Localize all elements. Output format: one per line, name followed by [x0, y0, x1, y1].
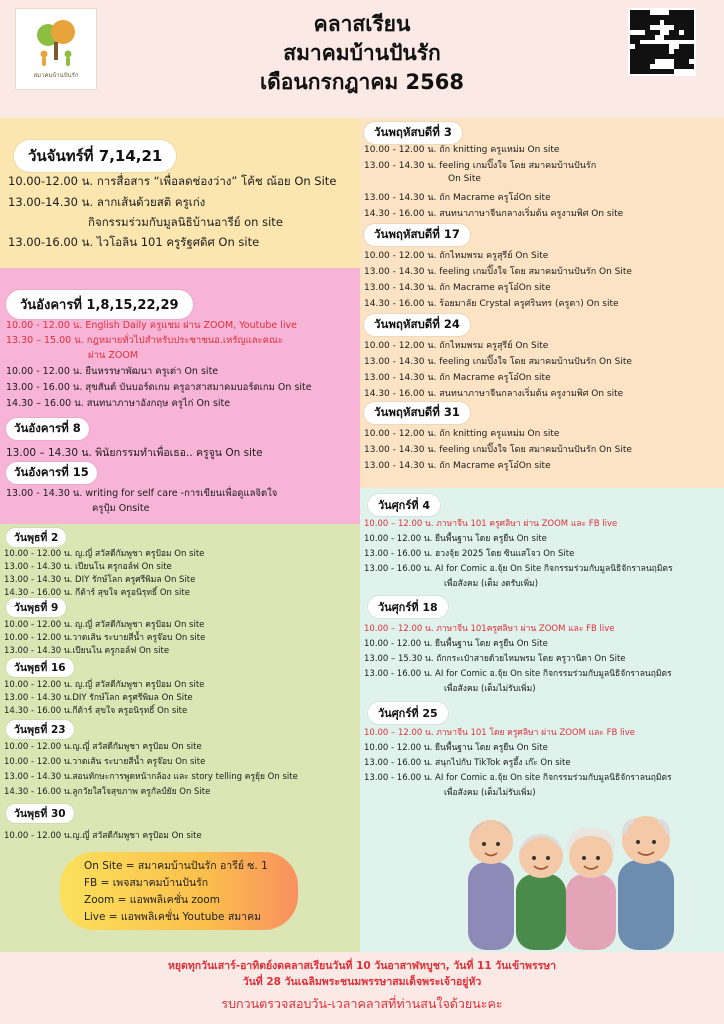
schedule-line: เพื่อสังคม (เต็ม งดรับเพิ่ม): [444, 579, 539, 589]
schedule-line: 10.00 - 12.00 น. ยืนพื้นฐาน โดย ครูยืน On site: [364, 534, 547, 544]
schedule-line: 14.30 - 16.00 น. สนทนาภาษาจีนกลางเริ่มต้น ครูงามพิศ On site: [364, 209, 624, 219]
schedule-line: 14.30 - 16.00 น. กีต้าร์ สุขใจ ครูอนิรุทธิ์ On site: [4, 588, 190, 598]
schedule-line: 10.00-12.00 น. การสื่อสาร “เพื่อลดช่องว่าง” โค้ช ณ้อย On Site: [8, 174, 337, 188]
schedule-line: กิจกรรมร่วมกับมูลนิธิบ้านอารีย์ on site: [88, 215, 283, 229]
schedule-line: On Site: [448, 174, 481, 184]
schedule-line: 13.00 - 14.30 น. feeling เกมปิ๊งใจ โดย สมาคมบ้านปันรัก: [364, 161, 597, 171]
schedule-line: เพื่อสังคม (เต็มไม่รับเพิ่ม): [444, 684, 536, 694]
schedule-line: 13.00 - 16.00 น. AI for Comic อ.จุ้ย On site กิจกรรมร่วมกับมูลนิธิจักราลนฤมิตร: [364, 773, 672, 783]
schedule-line: 14.30 - 16.00 น. สนทนาภาษาจีนกลางเริ่มต้น ครูงามพิศ On site: [364, 389, 624, 399]
schedule-line: 13.00 - 14.30 น. DIY รักษ์โลก ครูศรีพิมล On Site: [4, 575, 196, 585]
schedule-line: 13.00 – 14.30 น. พินัยกรรมทำเพื่อเธอ.. ครูจูน On site: [6, 447, 263, 459]
schedule-line: 14.30 - 16.00 น.ลูกวัยใสใจสุขภาพ ครูกัลป์ยัย On Site: [4, 787, 211, 797]
page-title: [200, 10, 524, 97]
schedule-line: 13.00 - 14.30 น.สอนทักษะการพูดหน้ากล้อง และ story telling ครูยุ้ย On site: [4, 772, 298, 782]
schedule-line: 13.00 - 14.30 น.เปียนโน ครูกอล์ฟ On site: [4, 646, 170, 656]
schedule-line: 14.30 - 16.00 น.กีต้าร์ สุขใจ ครูอนิรุทธิ์ On site: [4, 706, 188, 716]
logo-text: สมาคมบ้านปันรัก: [33, 72, 79, 79]
wednesday-heading: วันพุธที่ 2: [6, 528, 66, 547]
tuesday-panel: [0, 268, 360, 524]
schedule-line: 10.00 - 12.00 น. ถัก knitting ครูแหม่ม On site: [364, 145, 560, 155]
title-line-1: คลาสเรียน: [313, 12, 411, 36]
schedule-line: 13.00 - 14.30 น. เปียนโน ครูกอล์ฟ On site: [4, 562, 172, 572]
thursday-heading: วันพฤหัสบดีที่ 17: [364, 224, 470, 246]
friday-heading: วันศุกร์ที่ 4: [368, 494, 440, 516]
footer-line-2: วันที่ 28 วันเฉลิมพระชนมพรรษาสมเด็จพระเจ้าอยู่หัว: [242, 976, 482, 988]
title-line-2: สมาคมบ้านปันรัก: [283, 41, 441, 65]
schedule-line: 13.00 - 14.30 น. ถัก Macrame ครูโอ๋On site: [364, 283, 551, 293]
elderly-group-illustration: [462, 800, 684, 950]
schedule-line: 13.00 - 16.00 น. AI for Comic อ.จุ้ย On site กิจกรรมร่วมกับมูลนิธิจักราลนฤมิตร: [364, 669, 672, 679]
legend-item: FB = เพจสมาคมบ้านปันรัก: [84, 877, 209, 889]
legend-item: Zoom = แอพพลิเคชั่น zoom: [84, 894, 220, 906]
wednesday-heading: วันพุธที่ 30: [6, 804, 74, 823]
schedule-text: 10.00 - 12.00 น. English Daily ครูแชม ผ่าน ZOOM, Youtube live: [6, 320, 297, 331]
schedule-line: 10.00 – 12.00 น. ภาษาจีน 101ครูศลิษา ผ่าน ZOOM และ FB live: [364, 624, 615, 634]
schedule-line: 10.00 – 12.00 น. ภาษาจีน 101 โดย ครูศลิษา ผ่าน ZOOM และ FB live: [364, 728, 635, 738]
schedule-line: 10.00 - 12.00 น.วาดเส้น ระบายสีน้ำ ครูจ๊อบ On site: [4, 633, 206, 643]
schedule-line: 13.00 - 14.30 น.DIY รักษ์โลก ครูศรีพิมล On Site: [4, 693, 193, 703]
legend-box: [60, 852, 298, 930]
schedule-line: 10.00 - 12.00 น.ญ.ญี่ สวัสดีกัมพูชา ครูป้อม On site: [4, 831, 202, 841]
schedule-line: 13.00 - 16.00 น. สนุกไปกับ TikTok ครูอึ้ง เก๊ะ On site: [364, 758, 571, 768]
legend-item: On Site = สมาคมบ้านปันรัก อารีย์ ซ. 1: [84, 860, 268, 872]
thursday-panel: [360, 118, 724, 488]
wednesday-heading: วันพุธที่ 16: [6, 658, 74, 677]
thursday-heading: วันพฤหัสบดีที่ 24: [364, 314, 470, 336]
title-line-3: เดือนกรกฎาคม 2568: [259, 70, 465, 94]
wednesday-heading: วันพุธที่ 23: [6, 720, 74, 739]
schedule-line: 10.00 - 12.00 น. ถักไหมพรม ครูสุรีย์ On Site: [364, 341, 549, 351]
schedule-line: 14.30 - 16.00 น. ร้อยมาลัย Crystal ครูศรินทร (ครูตา) On site: [364, 299, 619, 309]
qr-code-icon: [628, 8, 696, 76]
wednesday-heading: วันพุธที่ 9: [6, 598, 66, 617]
schedule-line: 10.00 - 12.00 น.ญ.ญี่ สวัสดีกัมพูชา ครูป้อม On site: [4, 742, 202, 752]
schedule-line: 13.00-16.00 น. ไวโอลิน 101 ครูรัฐศดิศ On site: [8, 235, 260, 249]
page-header: [0, 0, 724, 118]
schedule-line: 10.00 - 12.00 น. ยืนพื้นฐาน โดย ครูยืน On Site: [364, 743, 548, 753]
schedule-line: 13.00 - 16.00 น. สุขสันต์ บันบอร์ดเกม ครูอาสาสมาคมบอร์ดเกม On site: [6, 382, 312, 393]
schedule-line: 10.00 - 12.00 น. ญ.ญี่ สวัสดีกัมพูชา ครูป้อม On site: [4, 620, 205, 630]
schedule-line: 10.00 - 12.00 น. ถัก knitting ครูแหม่ม On site: [364, 429, 560, 439]
schedule-line: 13.30 – 15.00 น. กฎหมายทั่วไปสำหรับประชาชนอ.เหรัญและคณะ: [6, 335, 283, 346]
tuesday-heading-3: วันอังคารที่ 15: [6, 462, 97, 484]
tuesday-heading: วันอังคารที่ 1,8,15,22,29: [6, 290, 193, 319]
schedule-line: 13.00 - 14.30 น. ถัก Macrame ครูโอ๋On site: [364, 193, 551, 203]
schedule-line: 10.00 - 12.00 น. ยืนหรรษาพัฒนา ครูเต่า On site: [6, 366, 219, 377]
schedule-line: 13.00 - 14.30 น. feeling เกมปิ๊งใจ โดย สมาคมบ้านปันรัก On Site: [364, 267, 632, 277]
schedule-line: 10.00 - 12.00 น. ยืนพื้นฐาน โดย ครูยืน On Site: [364, 639, 548, 649]
schedule-line: 14.30 – 16.00 น. สนทนาภาษาอังกฤษ ครูไก่ On site: [6, 398, 231, 409]
schedule-line: เพื่อสังคม (เต็มไม่รับเพิ่ม): [444, 788, 536, 798]
schedule-line: ผ่าน ZOOM: [88, 350, 139, 361]
schedule-line: 10.00 – 12.00 น. ภาษาจีน 101 ครูศลิษา ผ่าน ZOOM และ FB live: [364, 519, 618, 529]
schedule-line: 13.00 - 16.00 น. ฮวงจุ้ย 2025 โดย ซินแสโจว On Site: [364, 549, 575, 559]
schedule-line: 13.00 - 14.30 น. ถัก Macrame ครูโอ๋On site: [364, 461, 551, 471]
logo-tree-icon: [29, 18, 83, 68]
schedule-line: 10.00 - 12.00 น. ญ.ญี่ สวัสดีกัมพูชา ครูป้อม On site: [4, 549, 205, 559]
schedule-line: 10.00 - 12.00 น.วาดเส้น ระบายสีน้ำ ครูจ๊อบ On site: [4, 757, 206, 767]
logo: [15, 8, 97, 90]
page-footer: [0, 952, 724, 1024]
schedule-line: 13.00 - 14.30 น. writing for self care -การเขียนเพื่อดูแลจิตใจ: [6, 488, 278, 499]
schedule-line: [6, 318, 297, 333]
schedule-line: ครูปุ้ม Onsite: [92, 503, 150, 514]
thursday-heading: วันพฤหัสบดีที่ 3: [364, 122, 462, 144]
monday-panel: [0, 118, 360, 268]
schedule-line: 10.00 - 12.00 น. ญ.ญี่ สวัสดีกัมพูชา ครูป้อม On site: [4, 680, 205, 690]
friday-heading: วันศุกร์ที่ 18: [368, 596, 448, 618]
schedule-line: 13.00 - 16.00 น. AI for Comic อ.จุ้ย On Site กิจกรรมร่วมกับมูลนิธิจักราลนฤมิตร: [364, 564, 673, 574]
footer-line-1: หยุดทุกวันเสาร์-อาทิตย์งดคลาสเรียนวันที่ 10 วันอาสาฬหบูชา, วันที่ 11 วันเข้าพรรษา: [167, 960, 557, 972]
tuesday-heading-2: วันอังคารที่ 8: [6, 418, 89, 440]
schedule-line: 10.00 - 12.00 น. ถักไหมพรม ครูสุรีย์ On Site: [364, 251, 549, 261]
schedule-line: 13.00-14.30 น. ลากเส้นด้วยสติ ครูเก่ง: [8, 195, 206, 209]
footer-line-3: รบกวนตรวจสอบวัน-เวลาคลาสที่ท่านสนใจด้วยนะคะ: [221, 996, 503, 1011]
friday-heading: วันศุกร์ที่ 25: [368, 702, 448, 724]
legend-item: Live = แอพพลิเคชั่น Youtube สมาคม: [84, 911, 262, 923]
thursday-heading: วันพฤหัสบดีที่ 31: [364, 402, 470, 424]
schedule-line: 13.00 - 14.30 น. ถัก Macrame ครูโอ๋On site: [364, 373, 551, 383]
monday-heading: วันจันทร์ที่ 7,14,21: [14, 140, 176, 172]
schedule-line: 13.00 - 14.30 น. feeling เกมปิ๊งใจ โดย สมาคมบ้านปันรัก On Site: [364, 445, 632, 455]
schedule-line: 13.00 - 14.30 น. feeling เกมปิ๊งใจ โดย สมาคมบ้านปันรัก On Site: [364, 357, 632, 367]
schedule-line: 13.00 – 15.30 น. ถักกระเป๋าสายด้วยไหมพรม โดย ครูวานิดา On Site: [364, 654, 626, 664]
